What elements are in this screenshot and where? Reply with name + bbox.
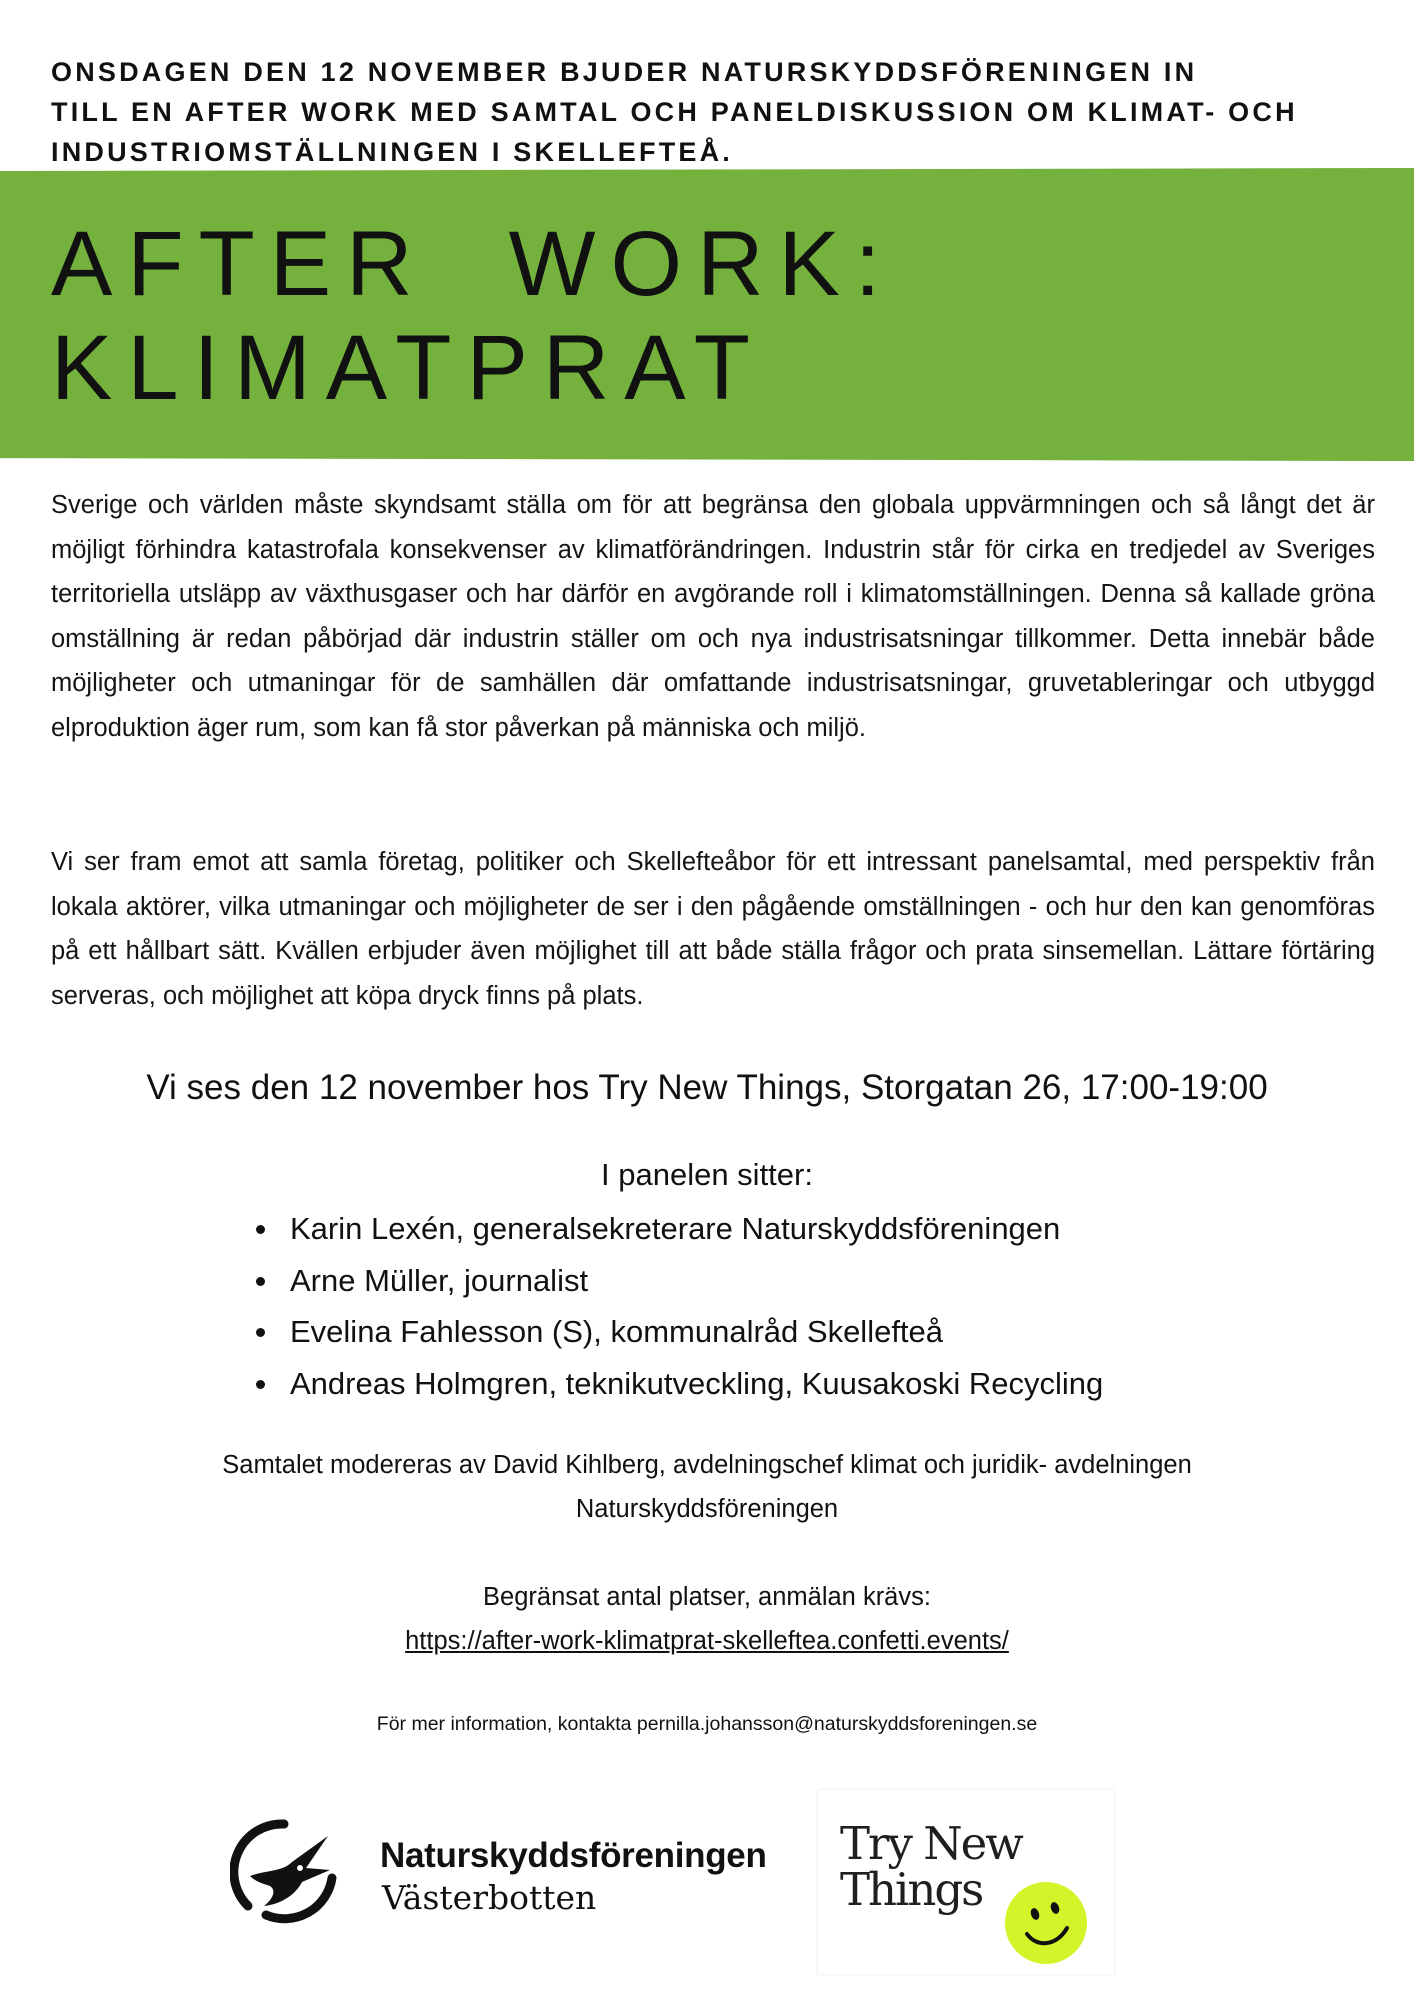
naturskydd-region: Västerbotten	[382, 1878, 597, 1917]
body-paragraph-1: Sverige och världen måste skyndsamt ställa om för att begränsa den globala uppvärmningen och så långt det är möjligt förhindra katastrofala konsekvenser av klimatförändringen. Industrin står för cirka en tredjedel av Sveriges territoriella utsläpp av växthusgaser och har därför en avgörande roll i klimatomställningen. Denna så kallade gröna omställning är redan påbörjad där industrin ställer om och nya industrisatsningar tillkommer. Detta innebär både möjligheter och utmaningar för de samhällen där omfattande industrisatsningar, gruvetableringar och utbyggd elproduktion äger rum, som kan få stor påverkan på människa och miljö.	[51, 491, 1375, 742]
event-details: Vi ses den 12 november hos Try New Things, Storgatan 26, 17:00-19:00	[146, 1068, 1268, 1107]
intro-line: INDUSTRIOMSTÄLLNINGEN I SKELLEFTEÅ.	[51, 137, 733, 167]
try-new-things-logo	[818, 1790, 1114, 1974]
tnt-line: Things	[840, 1863, 983, 1916]
intro-line: TILL EN AFTER WORK MED SAMTAL OCH PANELDISKUSSION OM KLIMAT- OCH	[51, 97, 1298, 127]
signup-text: Begränsat antal platser, anmälan krävs:	[483, 1583, 931, 1611]
swallow-icon	[230, 1818, 338, 1926]
moderator-line: Samtalet modereras av David Kihlberg, avdelningschef klimat och juridik- avdelningen	[222, 1451, 1192, 1479]
page-title	[51, 212, 895, 420]
intro-heading	[51, 52, 1351, 172]
moderator-line: Naturskyddsföreningen	[575, 1495, 839, 1523]
naturskyddsforeningen-logo	[230, 1818, 770, 1926]
signup-link[interactable]: https://after-work-klimatprat-skelleftea.confetti.events/	[405, 1627, 1009, 1655]
signup-info	[0, 1575, 1414, 1663]
title-line: AFTER WORK:	[51, 213, 896, 315]
moderator-info	[0, 1443, 1414, 1531]
smiley-icon	[1003, 1880, 1089, 1966]
panel-member: Evelina Fahlesson (S), kommunalråd Skellefteå	[248, 1306, 1103, 1358]
naturskydd-name: Naturskyddsföreningen	[380, 1836, 767, 1875]
panel-member: Karin Lexén, generalsekreterare Naturskyddsföreningen	[248, 1203, 1103, 1255]
panel-list	[248, 1203, 1103, 1409]
intro-line: ONSDAGEN DEN 12 NOVEMBER BJUDER NATURSKYDDSFÖRENINGEN IN	[51, 57, 1198, 87]
panel-member: Andreas Holmgren, teknikutveckling, Kuusakoski Recycling	[248, 1358, 1103, 1410]
contact-info: För mer information, kontakta pernilla.johansson@naturskyddsforeningen.se	[376, 1713, 1038, 1735]
panel-member: Arne Müller, journalist	[248, 1255, 1103, 1307]
panel-heading: I panelen sitter:	[601, 1157, 813, 1192]
tnt-line: Try New	[840, 1817, 1022, 1870]
body-paragraph-2: Vi ser fram emot att samla företag, politiker och Skellefteåbor för ett intressant panelsamtal, med perspektiv från lokala aktörer, vilka utmaningar och möjligheter de ser i den pågående omställningen - och hur den kan genomföras på ett hållbart sätt. Kvällen erbjuder även möjlighet till att både ställa frågor och prata sinsemellan. Lättare förtäring serveras, och möjlighet att köpa dryck finns på plats.	[51, 848, 1375, 1010]
title-line: KLIMATPRAT	[51, 317, 765, 419]
